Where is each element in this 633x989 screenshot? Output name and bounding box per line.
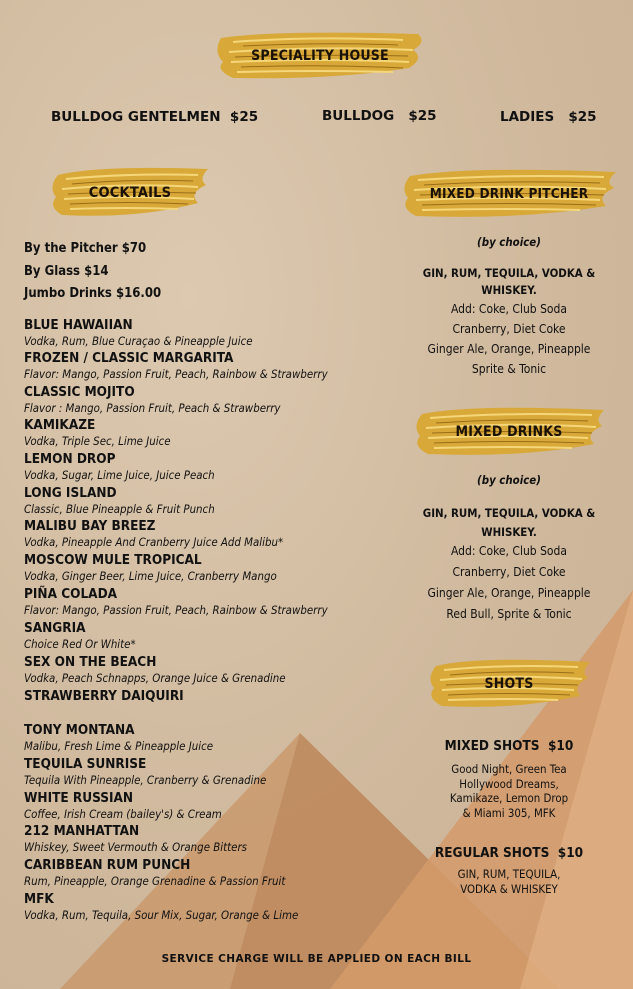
list-item [24, 688, 384, 705]
drink-name: LONG ISLAND [24, 485, 117, 501]
shots-title: SHOTS [484, 676, 534, 692]
drink-name: STRAWBERRY DAIQUIRI [24, 688, 184, 704]
mixed-shot-line-3: Kamikaze, Lemon Drop [449, 791, 569, 805]
price-glass: By Glass $14 [24, 263, 109, 279]
cocktails-banner [48, 163, 212, 223]
price-jumbo: Jumbo Drinks $16.00 [24, 286, 162, 301]
pitcher-mixer-2: Cranberry, Diet Coke [452, 322, 566, 336]
cocktail-prices [24, 238, 161, 306]
speciality-item-bulldog-gentelmen: BULLDOG GENTELMEN $25 [51, 109, 259, 125]
drink-desc: Choice Red Or White* [24, 637, 136, 651]
drink-name: KAMIKAZE [24, 417, 96, 433]
pitcher-details [400, 235, 618, 379]
drink-desc: Vodka, Sugar, Lime Juice, Juice Peach [24, 468, 215, 482]
regular-shots-heading: REGULAR SHOTS $10 [434, 845, 584, 861]
mixed-mixer-1: Add: Coke, Club Soda [450, 544, 567, 558]
drink-name: MALIBU BAY BREEZ [24, 518, 156, 534]
list-item [24, 518, 384, 549]
mixed-spirits-line1: GIN, RUM, TEQUILA, VODKA & [422, 506, 596, 520]
drink-desc: Flavor: Mango, Passion Fruit, Peach, Rainbow & Strawberry [24, 367, 328, 381]
mixed-shots-section [400, 738, 618, 820]
drink-name: SANGRIA [24, 620, 86, 636]
mixed-shot-line-2: Hollywood Dreams, [459, 776, 559, 791]
drink-name: CARIBBEAN RUM PUNCH [24, 857, 191, 873]
list-item [24, 350, 384, 381]
mixed-spirits-line2: WHISKEY. [481, 525, 537, 539]
list-item [24, 790, 384, 821]
list-item [24, 417, 384, 448]
cocktails-title: COCKTAILS [88, 185, 172, 201]
speciality-item-ladies: LADIES $25 [500, 109, 597, 125]
list-item [24, 451, 384, 482]
list-item [24, 823, 384, 854]
mixed-drink-pitcher-title: MIXED DRINK PITCHER [429, 186, 589, 202]
drink-desc: Vodka, Triple Sec, Lime Juice [24, 434, 171, 448]
list-item [24, 485, 384, 516]
mixed-shot-line-4: & Miami 305, MFK [462, 805, 556, 820]
mixed-drinks-title: MIXED DRINKS [455, 424, 563, 440]
mixed-shot-line-1: Good Night, Green Tea [451, 762, 567, 776]
list-item [24, 620, 384, 651]
drink-desc: Coffee, Irish Cream (bailey's) & Cream [24, 807, 222, 821]
drink-name: MFK [24, 891, 54, 907]
drink-name: WHITE RUSSIAN [24, 790, 134, 806]
drink-desc: Vodka, Ginger Beer, Lime Juice, Cranberry Mango [24, 569, 277, 583]
drink-desc: Rum, Pineapple, Orange Grenadine & Passion Fruit [24, 874, 286, 888]
pitcher-spirits-line1: GIN, RUM, TEQUILA, VODKA & [422, 266, 596, 280]
regular-shot-line-2: VODKA & WHISKEY [460, 881, 558, 896]
speciality-house-title: SPECIALITY HOUSE [251, 48, 389, 64]
drink-name: BLUE HAWAIIAN [24, 317, 133, 333]
price-pitcher: By the Pitcher $70 [24, 241, 147, 256]
pitcher-spirits-line2: WHISKEY. [481, 283, 537, 297]
regular-shots-section [400, 845, 618, 896]
list-item [24, 654, 384, 685]
drink-desc: Tequila With Pineapple, Cranberry & Grenadine [24, 773, 267, 787]
list-item [24, 722, 384, 753]
drink-name: TEQUILA SUNRISE [24, 756, 147, 772]
drink-desc: Vodka, Rum, Blue Curaçao & Pineapple Juice [24, 334, 253, 348]
shots-banner [426, 654, 592, 714]
mixed-drinks-banner [412, 402, 606, 462]
drink-desc: Flavor: Mango, Passion Fruit, Peach, Rainbow & Strawberry [24, 603, 328, 617]
drink-name: SEX ON THE BEACH [24, 654, 157, 670]
drink-name: CLASSIC MOJITO [24, 384, 135, 400]
drink-name: PIÑA COLADA [24, 586, 118, 602]
pitcher-mixer-1: Add: Coke, Club Soda [450, 302, 567, 316]
list-item [24, 384, 384, 415]
drink-name: 212 MANHATTAN [24, 823, 140, 839]
drink-desc: Vodka, Rum, Tequila, Sour Mix, Sugar, Orange & Lime [24, 908, 299, 922]
drink-desc: Vodka, Peach Schnapps, Orange Juice & Grenadine [24, 671, 286, 685]
drink-name: TONY MONTANA [24, 722, 135, 738]
drink-desc: Flavor : Mango, Passion Fruit, Peach & Strawberry [24, 401, 281, 415]
list-item [24, 317, 384, 348]
drink-name: FROZEN / CLASSIC MARGARITA [24, 350, 234, 366]
list-item [24, 891, 384, 922]
drink-desc: Classic, Blue Pineapple & Fruit Punch [24, 502, 215, 516]
pitcher-mixer-4: Sprite & Tonic [471, 362, 547, 376]
mixed-mixer-2: Cranberry, Diet Coke [452, 565, 566, 579]
service-charge-note: SERVICE CHARGE WILL BE APPLIED ON EACH BILL [161, 953, 472, 965]
mixed-mixer-4: Red Bull, Sprite & Tonic [446, 607, 572, 621]
mixed-drinks-details [400, 473, 618, 625]
mixed-choice: (by choice) [477, 473, 541, 487]
drink-name: MOSCOW MULE TROPICAL [24, 552, 202, 568]
list-item [24, 586, 384, 617]
speciality-house-banner [213, 28, 427, 84]
pitcher-mixer-3: Ginger Ale, Orange, Pineapple [427, 342, 591, 356]
speciality-item-bulldog: BULLDOG $25 [322, 108, 437, 124]
mixed-drink-pitcher-banner [400, 164, 618, 224]
list-item [24, 857, 384, 888]
drink-name: LEMON DROP [24, 451, 116, 467]
mixed-mixer-3: Ginger Ale, Orange, Pineapple [427, 586, 591, 600]
drink-desc: Whiskey, Sweet Vermouth & Orange Bitters [24, 840, 248, 854]
drink-desc: Malibu, Fresh Lime & Pineapple Juice [24, 739, 214, 753]
drink-desc: Vodka, Pineapple And Cranberry Juice Add Malibu* [24, 535, 284, 549]
pitcher-choice: (by choice) [477, 235, 541, 249]
list-item [24, 756, 384, 787]
regular-shot-line-1: GIN, RUM, TEQUILA, [457, 867, 561, 881]
list-item [24, 552, 384, 583]
mixed-shots-heading: MIXED SHOTS $10 [444, 738, 574, 754]
